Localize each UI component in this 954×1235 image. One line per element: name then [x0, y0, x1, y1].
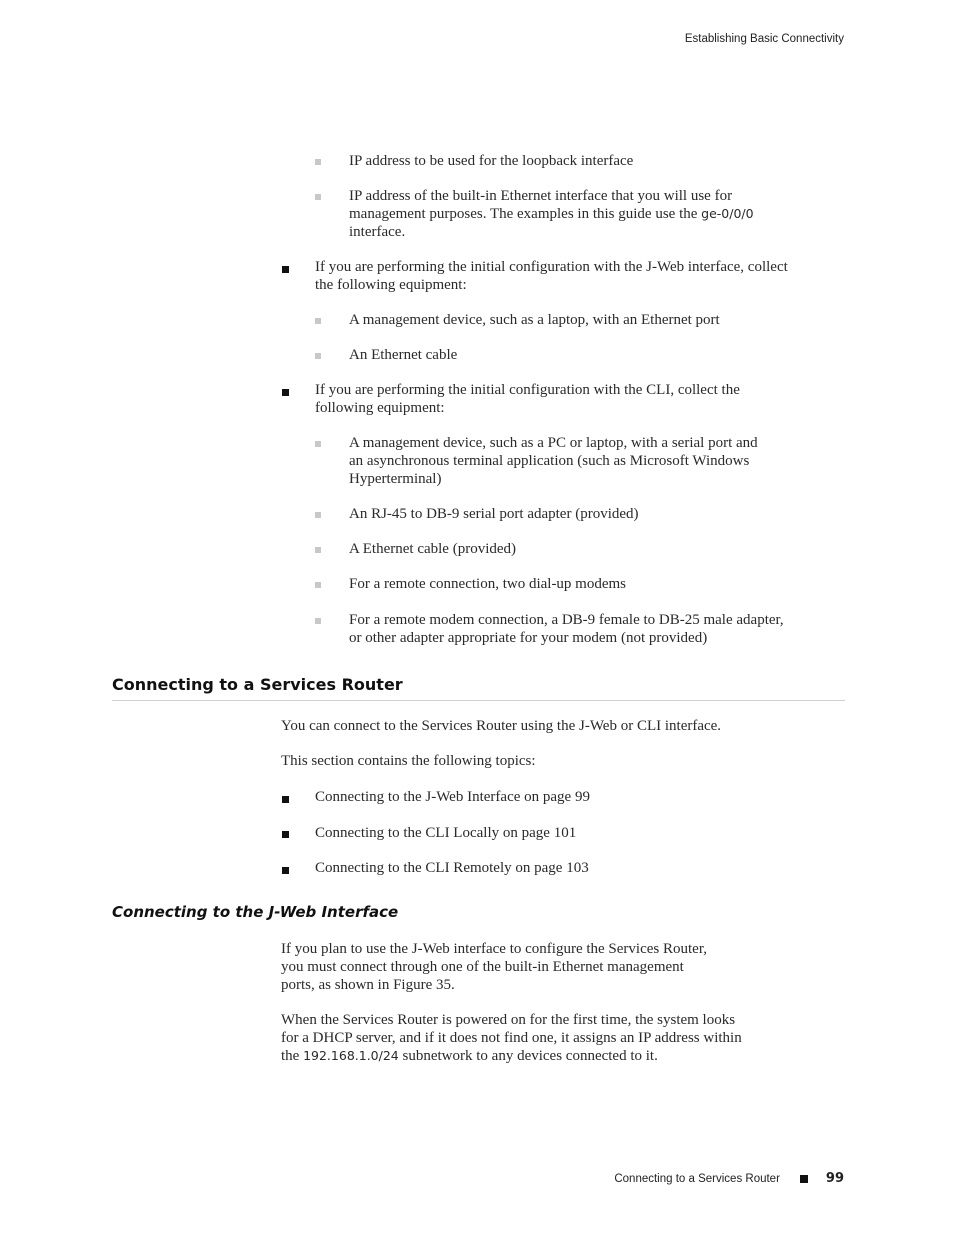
page-number: 99 [825, 1171, 844, 1186]
page-footer [614, 1171, 844, 1186]
footer-square-icon [800, 1175, 808, 1183]
sub-bullet-icon [315, 512, 321, 518]
paragraph: You can connect to the Services Router using the J-Web or CLI interface. [281, 718, 722, 734]
sub-bullet-icon [315, 618, 321, 624]
bullet-icon [282, 389, 289, 396]
bullet-icon [282, 796, 289, 803]
inline-code: ge-0/0/0 [701, 206, 754, 221]
list-item: If you are performing the initial configuration with the J-Web interface, collect the following equipment: [315, 259, 788, 293]
list-item: A management device, such as a PC or laptop, with a serial port and an asynchronous terminal application (such as Microsoft Windows Hyperterminal) [349, 435, 758, 487]
paragraph: If you plan to use the J-Web interface to configure the Services Router, you must connect through one of the built-in Ethernet management ports, as shown in Figure 35. [281, 941, 707, 993]
topic-link[interactable]: Connecting to the CLI Locally on page 101 [315, 825, 577, 841]
topic-link[interactable]: Connecting to the CLI Remotely on page 103 [315, 860, 589, 876]
list-item: IP address of the built-in Ethernet interface that you will use for management purposes. The examples in this guide use the ge-0/0/0 interface. [349, 188, 754, 240]
sub-bullet-icon [315, 441, 321, 447]
sub-bullet-icon [315, 547, 321, 553]
inline-code: 192.168.1.0/24 [303, 1048, 399, 1063]
sub-bullet-icon [315, 194, 321, 200]
sub-bullet-icon [315, 582, 321, 588]
subsection-heading: Connecting to the J-Web Interface [112, 903, 399, 921]
running-header: Establishing Basic Connectivity [684, 33, 844, 45]
list-item: A management device, such as a laptop, with an Ethernet port [349, 312, 720, 328]
list-item: A Ethernet cable (provided) [349, 541, 517, 557]
sub-bullet-icon [315, 353, 321, 359]
heading-rule [112, 700, 845, 701]
list-item: For a remote modem connection, a DB-9 female to DB-25 male adapter, or other adapter appropriate for your modem (not provided) [349, 612, 784, 646]
bullet-icon [282, 867, 289, 874]
list-item: For a remote connection, two dial-up modems [349, 576, 627, 592]
sub-bullet-icon [315, 318, 321, 324]
list-item: An Ethernet cable [349, 347, 458, 363]
list-item: IP address to be used for the loopback interface [349, 153, 634, 169]
sub-bullet-icon [315, 159, 321, 165]
footer-section-title: Connecting to a Services Router [614, 1172, 780, 1185]
section-heading: Connecting to a Services Router [112, 675, 403, 694]
list-item: An RJ-45 to DB-9 serial port adapter (provided) [349, 506, 639, 522]
paragraph: This section contains the following topics: [281, 753, 536, 769]
topic-link[interactable]: Connecting to the J-Web Interface on page 99 [315, 789, 590, 805]
list-item: If you are performing the initial configuration with the CLI, collect the following equipment: [315, 382, 740, 416]
bullet-icon [282, 266, 289, 273]
bullet-icon [282, 831, 289, 838]
paragraph: When the Services Router is powered on for the first time, the system looks for a DHCP server, and if it does not find one, it assigns an IP address within the 192.168.1.0/24 subnetwork to any devices connected to it. [281, 1012, 742, 1064]
